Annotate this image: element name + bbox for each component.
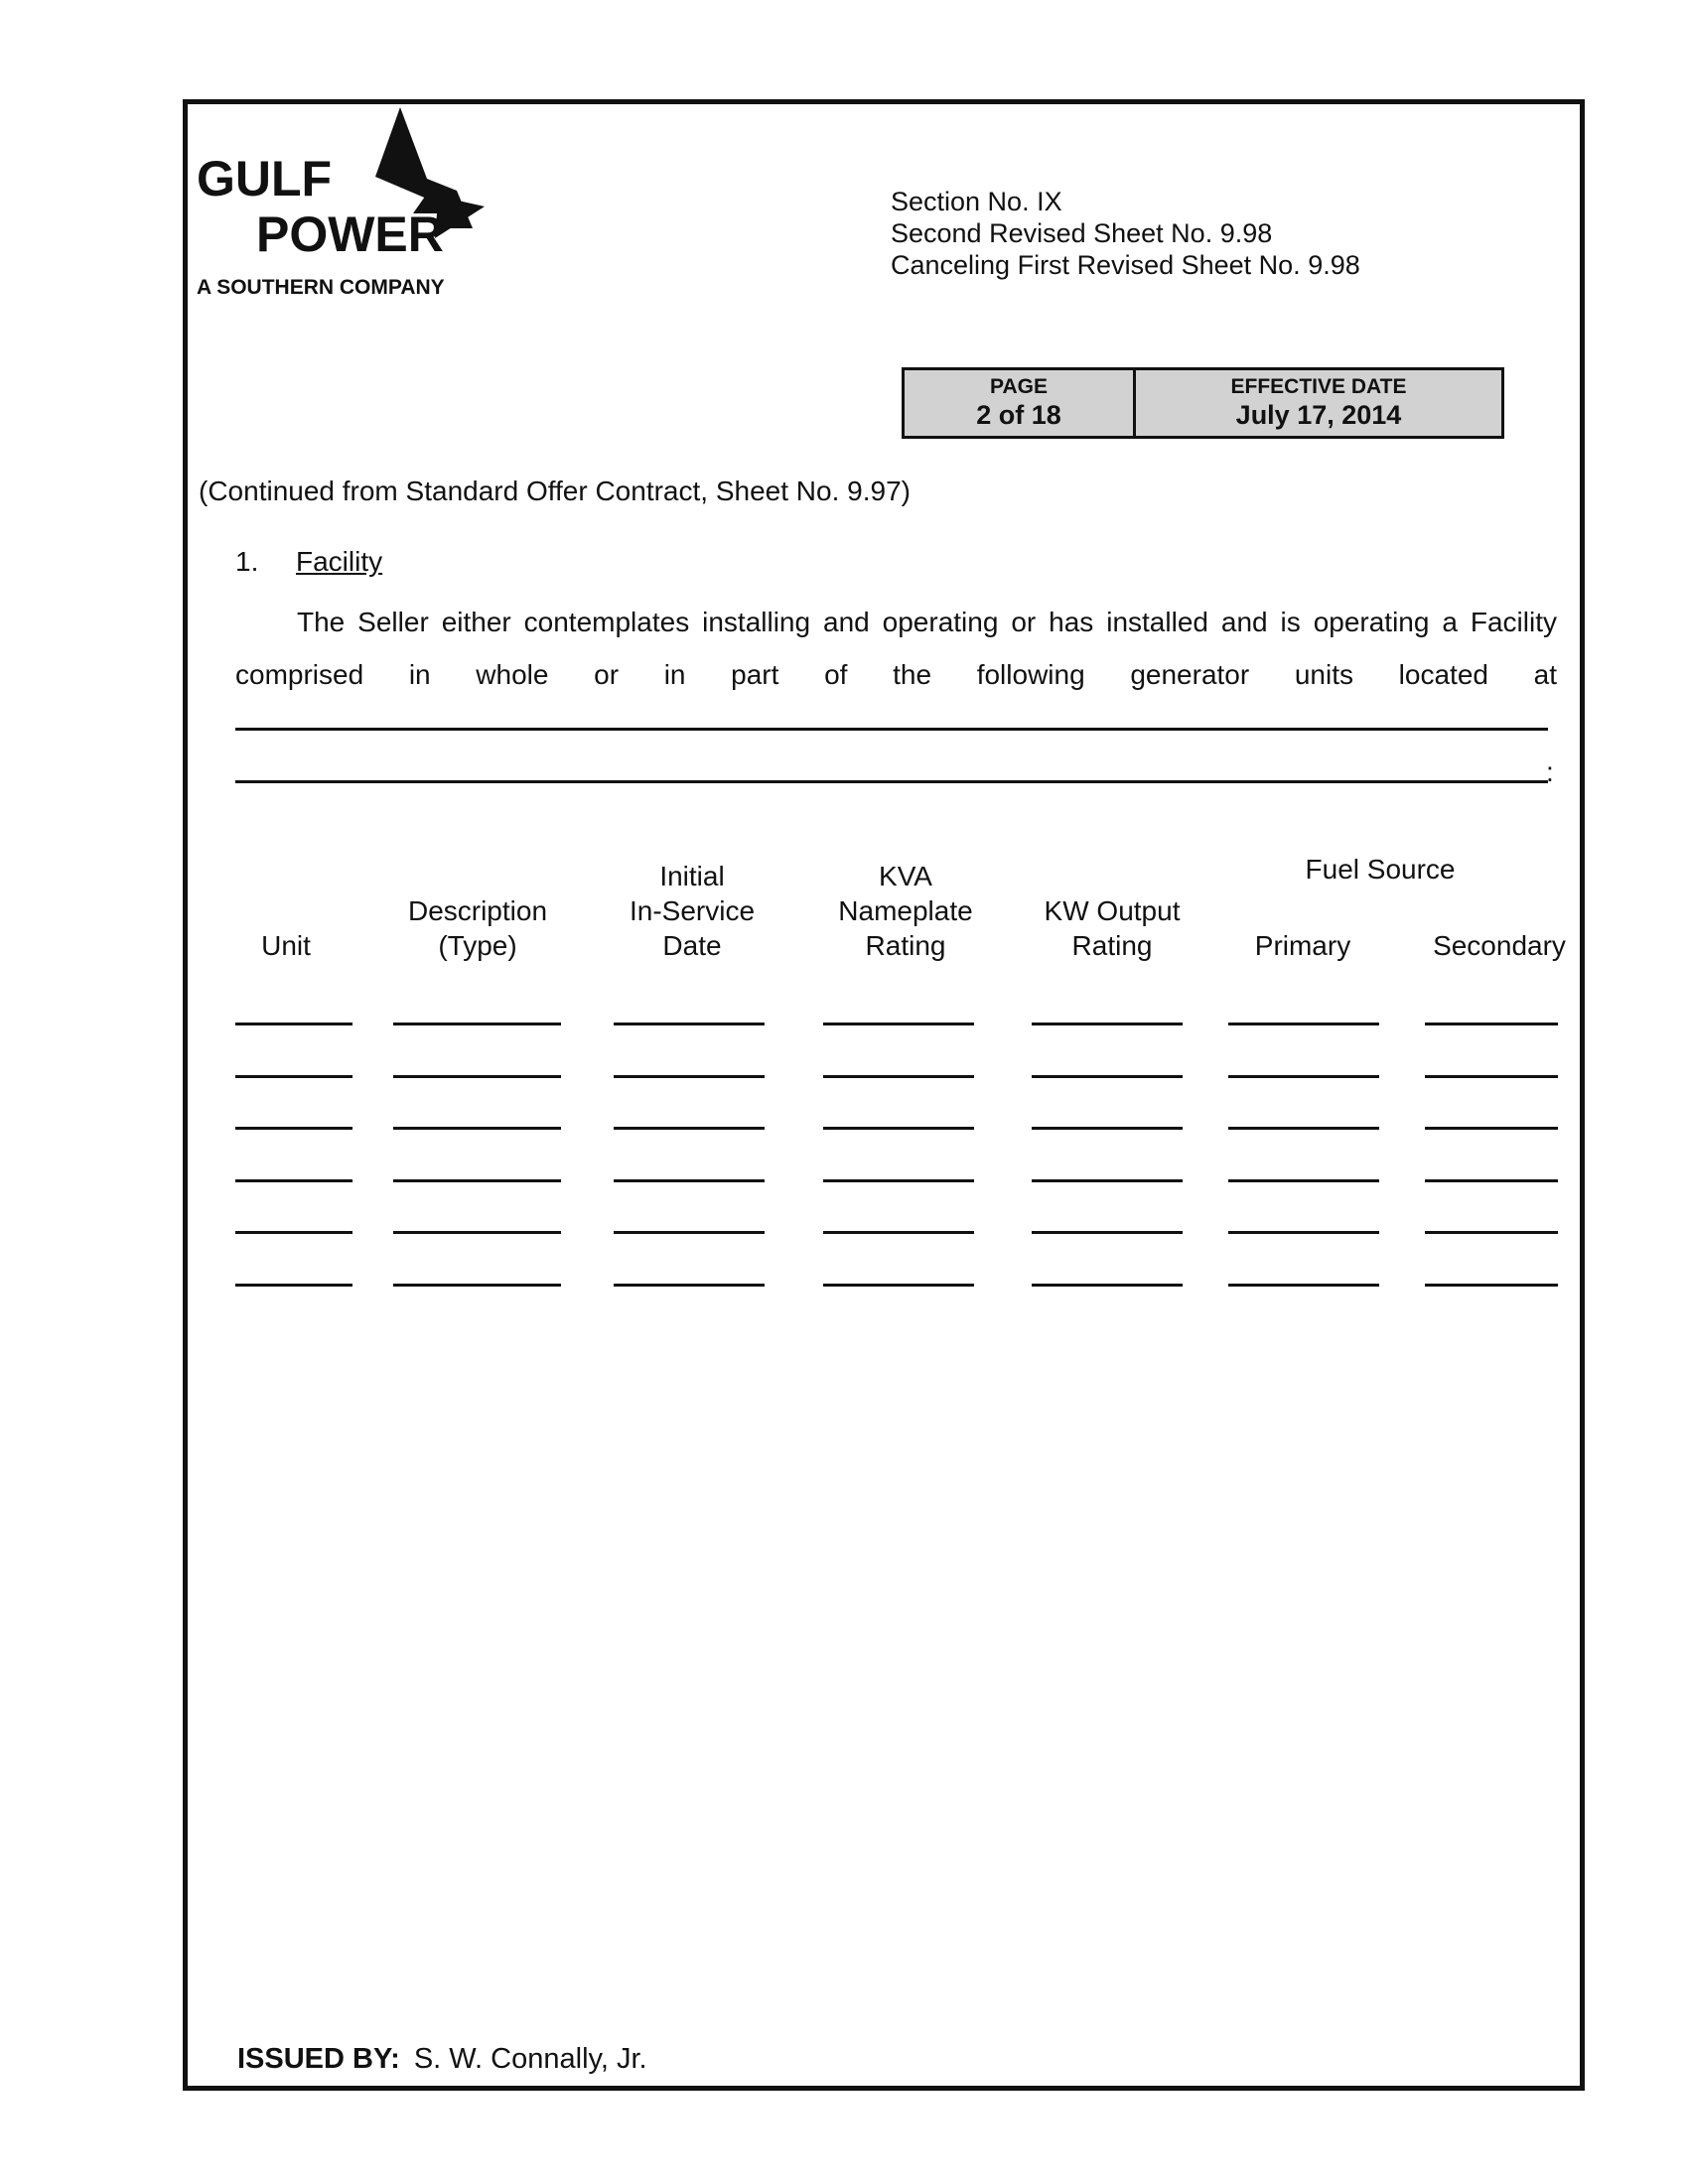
blank-entry-line[interactable]	[235, 1023, 352, 1025]
gulf-power-logo	[197, 99, 514, 308]
blank-entry-line[interactable]	[393, 1179, 561, 1182]
blank-entry-line[interactable]	[1228, 1284, 1379, 1287]
blank-entry-line[interactable]	[614, 1127, 765, 1130]
blank-entry-line[interactable]	[1425, 1284, 1558, 1287]
blank-entry-line[interactable]	[1228, 1023, 1379, 1025]
header-line: (Type)	[438, 930, 517, 961]
blank-entry-line[interactable]	[1425, 1127, 1558, 1130]
blank-entry-line[interactable]	[823, 1023, 974, 1025]
section-item-title: Facility	[296, 546, 383, 577]
blank-entry-line[interactable]	[1228, 1179, 1379, 1182]
page-date-box	[902, 367, 1504, 439]
header-line: Initial	[659, 861, 725, 891]
blank-entry-line[interactable]	[1228, 1127, 1379, 1130]
blank-entry-line[interactable]	[1032, 1179, 1183, 1182]
blank-entry-line[interactable]	[823, 1284, 974, 1287]
column-header-kva-rating	[816, 859, 995, 963]
effective-date-label: EFFECTIVE DATE	[1230, 375, 1407, 398]
continued-note: (Continued from Standard Offer Contract, Sheet No. 9.97)	[199, 476, 911, 506]
blank-entry-line[interactable]	[614, 1284, 765, 1287]
header-line: KVA	[879, 861, 932, 891]
issued-by-name: S. W. Connally, Jr.	[413, 2043, 647, 2075]
blank-entry-line[interactable]	[614, 1023, 765, 1025]
blank-entry-line[interactable]	[1425, 1231, 1558, 1234]
header-line: Primary	[1254, 930, 1351, 961]
revision-line: Second Revised Sheet No. 9.98	[891, 218, 1273, 248]
page-value: 2 of 18	[976, 400, 1061, 430]
header-line: KW Output	[1044, 895, 1181, 926]
blank-entry-line[interactable]	[393, 1284, 561, 1287]
header-line: Rating	[865, 930, 946, 961]
blank-entry-line[interactable]	[393, 1127, 561, 1130]
section-number: Section No. IX	[891, 187, 1062, 216]
issued-by-label: ISSUED BY:	[237, 2043, 400, 2075]
blank-entry-line[interactable]	[823, 1127, 974, 1130]
blank-entry-line[interactable]	[393, 1023, 561, 1025]
header-line: In-Service	[629, 895, 756, 926]
column-header-kw-output	[1023, 893, 1201, 963]
blank-entry-line[interactable]	[235, 1231, 352, 1234]
blank-entry-line[interactable]	[614, 1179, 765, 1182]
header-line: Description	[407, 895, 548, 926]
effective-date-cell	[1136, 370, 1501, 436]
column-header-primary	[1228, 928, 1377, 963]
column-header-secondary	[1415, 928, 1584, 963]
blank-entry-line[interactable]	[393, 1231, 561, 1234]
header-line: Date	[662, 930, 722, 961]
effective-date-value: July 17, 2014	[1235, 400, 1402, 430]
page-label: PAGE	[990, 375, 1048, 398]
blank-entry-line[interactable]	[823, 1179, 974, 1182]
location-blank-line-1[interactable]	[235, 728, 1548, 731]
blank-entry-line[interactable]	[614, 1231, 765, 1234]
issued-by	[237, 2043, 647, 2076]
facility-paragraph: The Seller either contemplates installing and operating or has installed and is operating a Facility comprised in whole or in part of the following generator units located at	[235, 607, 1557, 690]
logo-tagline: A SOUTHERN COMPANY	[197, 276, 445, 299]
blank-entry-line[interactable]	[823, 1231, 974, 1234]
blank-entry-line[interactable]	[235, 1075, 352, 1078]
header-line: Nameplate	[838, 895, 973, 926]
fuel-source-header: Fuel Source	[1305, 854, 1456, 885]
logo-word-gulf: GULF	[197, 151, 333, 206]
logo-word-power: POWER	[256, 206, 444, 262]
blank-entry-line[interactable]	[1032, 1284, 1183, 1287]
blank-entry-line[interactable]	[1228, 1231, 1379, 1234]
column-header-in-service-date	[608, 859, 776, 963]
blank-entry-line[interactable]	[1425, 1023, 1558, 1025]
header-line: Unit	[261, 930, 311, 961]
blank-entry-line[interactable]	[614, 1075, 765, 1078]
sheet-info	[891, 186, 1360, 281]
blank-entry-line[interactable]	[1032, 1023, 1183, 1025]
canceling-line: Canceling First Revised Sheet No. 9.98	[891, 250, 1360, 280]
blank-entry-line[interactable]	[1032, 1075, 1183, 1078]
section-item-number: 1.	[235, 546, 259, 577]
blank-entry-line[interactable]	[235, 1284, 352, 1287]
location-colon: :	[1546, 756, 1554, 787]
header-line: Rating	[1071, 930, 1153, 961]
blank-entry-line[interactable]	[1425, 1179, 1558, 1182]
blank-entry-line[interactable]	[823, 1075, 974, 1078]
blank-entry-line[interactable]	[1032, 1127, 1183, 1130]
blank-entry-line[interactable]	[393, 1075, 561, 1078]
page-cell	[905, 370, 1136, 436]
blank-entry-line[interactable]	[1425, 1075, 1558, 1078]
blank-entry-line[interactable]	[1228, 1075, 1379, 1078]
blank-entry-line[interactable]	[235, 1179, 352, 1182]
location-blank-line-2[interactable]	[235, 780, 1548, 783]
blank-entry-line[interactable]	[235, 1127, 352, 1130]
header-line: Secondary	[1433, 930, 1566, 961]
logo-graphic	[197, 99, 514, 308]
column-header-description	[388, 893, 567, 963]
blank-entry-line[interactable]	[1032, 1231, 1183, 1234]
column-header-unit	[226, 928, 346, 963]
